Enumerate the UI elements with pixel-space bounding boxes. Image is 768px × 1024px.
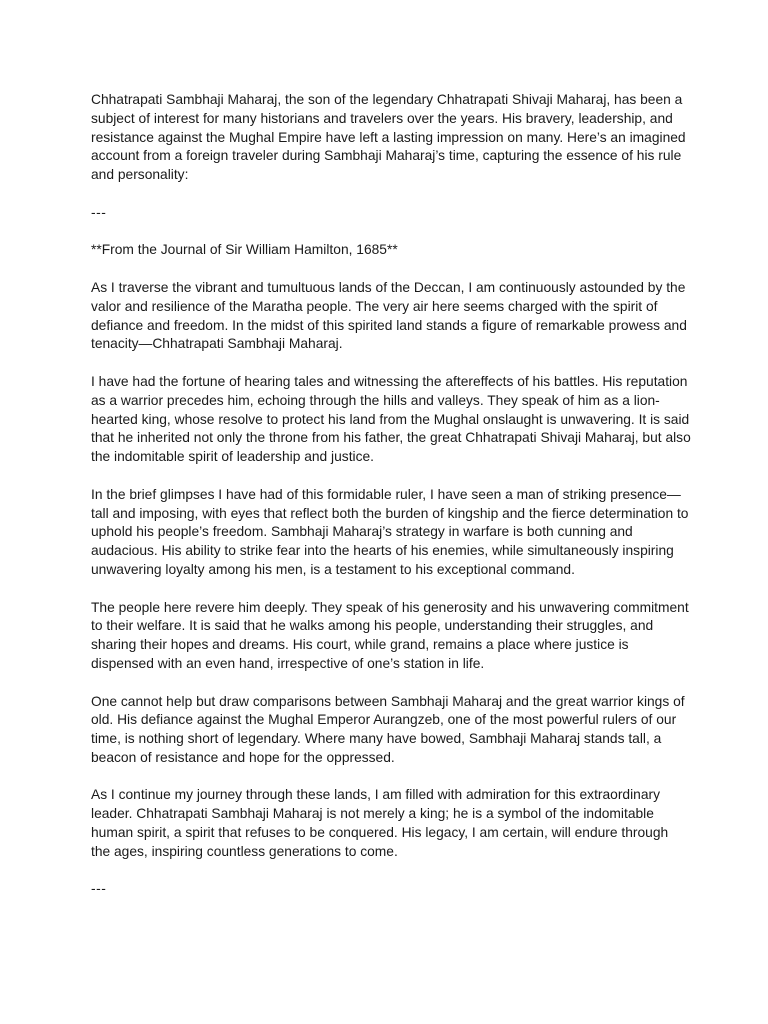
journal-paragraph-5: One cannot help but draw comparisons between Sambhaji Maharaj and the great warrior kings of old. His defiance against the Mughal Emperor Aurangzeb, one of the most powerful rulers of our time, is nothing short of legendary. Where many have bowed, Sambhaji Maharaj stands tall, a beacon of resistance and hope for the oppressed.	[91, 693, 685, 765]
journal-paragraph-2: I have had the fortune of hearing tales and witnessing the aftereffects of his battles. His reputation as a warrior precedes him, echoing through the hills and valleys. They speak of him as a lion-hearted king, whose resolve to protect his land from the Mughal onslaught is unwavering. It is said that he inherited not only the throne from his father, the great Chhatrapati Shivaji Maharaj, but also the indomitable spirit of leadership and justice.	[91, 373, 691, 465]
journal-paragraph-4: The people here revere him deeply. They speak of his generosity and his unwavering commitment to their welfare. It is said that he walks among his people, understanding their struggles, and sharing their hopes and dreams. His court, while grand, remains a place where justice is dispensed with an even hand, irrespective of one’s station in life.	[91, 599, 689, 671]
journal-heading: **From the Journal of Sir William Hamilton, 1685**	[91, 242, 398, 258]
intro-paragraph: Chhatrapati Sambhaji Maharaj, the son of the legendary Chhatrapati Shivaji Maharaj, has been a subject of interest for many historians and travelers over the years. His bravery, leadership, and resistance against the Mughal Empire have left a lasting impression on many. Here’s an imagined account from a foreign traveler during Sambhaji Maharaj’s time, capturing the essence of his rule and personality:	[91, 92, 686, 183]
separator-top: ---	[91, 204, 107, 220]
document-body	[91, 91, 691, 918]
separator-bottom: ---	[91, 881, 107, 897]
journal-paragraph-3: In the brief glimpses I have had of this formidable ruler, I have seen a man of striking presence—tall and imposing, with eyes that reflect both the burden of kingship and the fierce determination to uphold his people’s freedom. Sambhaji Maharaj’s strategy in warfare is both cunning and audacious. His ability to strike fear into the hearts of his enemies, while simultaneously inspiring unwavering loyalty among his men, is a testament to his exceptional command.	[91, 486, 689, 577]
journal-paragraph-1: As I traverse the vibrant and tumultuous lands of the Deccan, I am continuously astounded by the valor and resilience of the Maratha people. The very air here seems charged with the spirit of defiance and freedom. In the midst of this spirited land stands a figure of remarkable prowess and tenacity—Chhatrapati Sambhaji Maharaj.	[91, 279, 687, 352]
journal-paragraph-6: As I continue my journey through these lands, I am filled with admiration for this extraordinary leader. Chhatrapati Sambhaji Maharaj is not merely a king; he is a symbol of the indomitable human spirit, a spirit that refuses to be conquered. His legacy, I am certain, will endure through the ages, inspiring countless generations to come.	[91, 787, 669, 859]
